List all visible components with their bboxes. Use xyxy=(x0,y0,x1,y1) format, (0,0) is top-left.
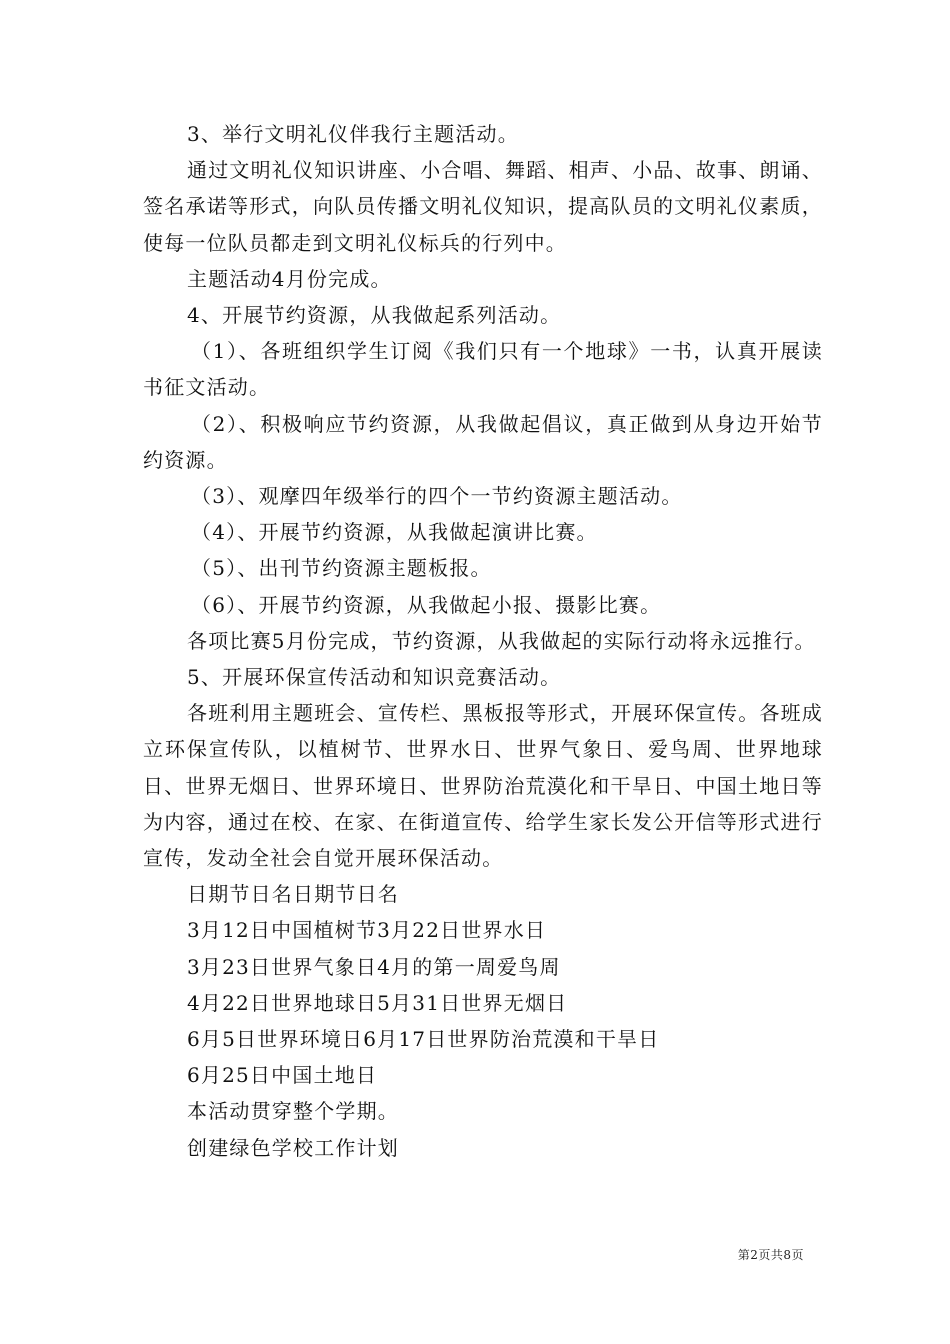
date-table-row: 3月12日中国植树节3月22日世界水日 xyxy=(187,918,547,943)
date-table-row: 6月5日世界环境日6月17日世界防治荒漠和干旱日 xyxy=(187,1027,660,1052)
page-number: 第2页共8页 xyxy=(737,1248,804,1262)
body-paragraph: 各项比赛5月份完成，节约资源，从我做起的实际行动将永远推行。 xyxy=(187,628,816,653)
date-table-header: 日期节日名日期节日名 xyxy=(187,882,399,907)
section-heading-5: 5、开展环保宣传活动和知识竞赛活动。 xyxy=(187,665,562,690)
body-paragraph: 通过文明礼仪知识讲座、小合唱、舞蹈、相声、小品、故事、朗诵、签名承诺等形式，向队员传播文明礼仪知识，提高队员的文明礼仪素质，使每一位队员都走到文明礼仪标兵的行列中。 xyxy=(143,158,823,255)
list-item-5: （5）、出刊节约资源主题板报。 xyxy=(191,556,492,581)
list-item-6: （6）、开展节约资源，从我做起小报、摄影比赛。 xyxy=(191,592,662,617)
body-paragraph: 主题活动4月份完成。 xyxy=(187,266,392,291)
section-heading-4: 4、开展节约资源，从我做起系列活动。 xyxy=(187,303,562,328)
date-table-row: 3月23日世界气象日4月的第一周爱鸟周 xyxy=(187,954,561,979)
section-heading-3: 3、举行文明礼仪伴我行主题活动。 xyxy=(187,122,519,146)
document-body xyxy=(143,116,823,1166)
date-table-row: 4月22日世界地球日5月31日世界无烟日 xyxy=(187,990,568,1015)
list-item-1: （1）、各班组织学生订阅《我们只有一个地球》一书，认真开展读书征文活动。 xyxy=(143,339,823,400)
list-item-4: （4）、开展节约资源，从我做起演讲比赛。 xyxy=(191,520,598,545)
document-title: 创建绿色学校工作计划 xyxy=(187,1135,399,1160)
list-item-2: （2）、积极响应节约资源，从我做起倡议，真正做到从身边开始节约资源。 xyxy=(143,411,823,472)
list-item-3: （3）、观摩四年级举行的四个一节约资源主题活动。 xyxy=(191,484,683,509)
date-table-row: 6月25日中国土地日 xyxy=(187,1063,378,1088)
body-paragraph: 本活动贯穿整个学期。 xyxy=(187,1099,399,1124)
body-paragraph: 各班利用主题班会、宣传栏、黑板报等形式，开展环保宣传。各班成立环保宣传队，以植树节、世界水日、世界气象日、爱鸟周、世界地球日、世界无烟日、世界环境日、世界防治荒漠化和干旱日、中国土地日等为内容，通过在校、在家、在街道宣传、给学生家长发公开信等形式进行宣传，发动全社会自觉开展环保活动。 xyxy=(143,701,823,871)
